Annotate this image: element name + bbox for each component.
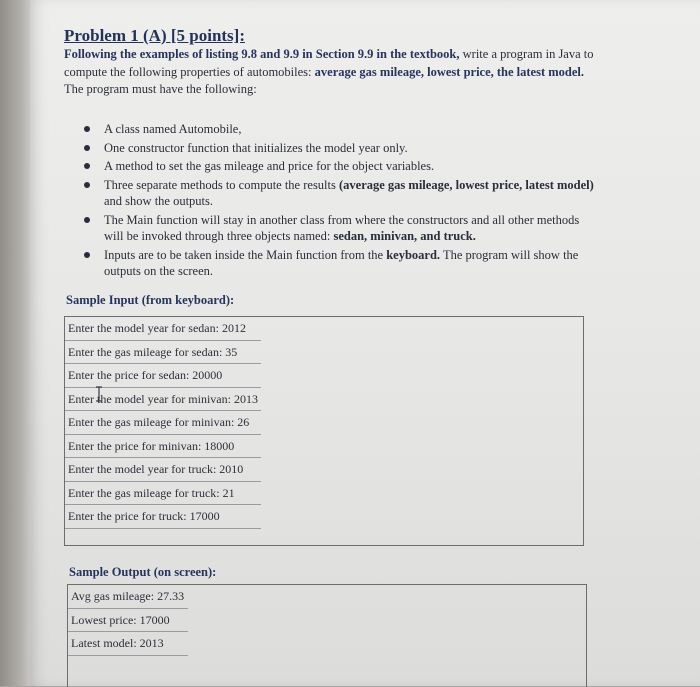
requirement-item [64, 212, 594, 245]
page-edge [0, 0, 30, 686]
sample-input-row: Enter the gas mileage for minivan: 26 [65, 411, 261, 435]
requirement-item [64, 158, 594, 175]
text-cursor-icon [95, 386, 103, 402]
problem-intro [64, 46, 604, 99]
intro-properties: average gas mileage, lowest price, the latest model. [314, 64, 585, 79]
bullet-icon [84, 217, 90, 223]
requirement-text: Inputs are to be taken inside the Main function from the [104, 247, 387, 262]
sample-input-row: Enter the gas mileage for sedan: 35 [65, 341, 261, 365]
sample-input-label: Sample Input (from keyboard): [66, 293, 235, 307]
requirement-emphasis: sedan, minivan, and truck. [333, 229, 476, 243]
sample-input-row: Enter the model year for minivan: 2013 [65, 388, 261, 412]
sample-input-row: Enter the price for truck: 17000 [65, 505, 261, 529]
sample-output-row: Lowest price: 17000 [68, 609, 188, 633]
bullet-icon [84, 163, 90, 169]
intro-body: write a program in Java to compute the following properties of automobiles: [64, 47, 594, 79]
requirement-emphasis: (average gas mileage, lowest price, latest model) [339, 177, 594, 192]
bullet-icon [84, 182, 90, 188]
sample-input-row: Enter the price for sedan: 20000 [65, 364, 261, 388]
intro-tail: The program must have the following: [64, 82, 257, 96]
requirement-item [64, 177, 594, 210]
intro-lead: Following the examples of listing 9.8 and 9.9 in Section 9.9 in the textbook, [64, 47, 460, 61]
sample-input-row: Enter the model year for truck: 2010 [65, 458, 261, 482]
requirement-text: and show the outputs. [104, 194, 214, 208]
sample-output-box [67, 584, 587, 687]
requirement-emphasis: keyboard. [386, 247, 441, 262]
problem-title: Problem 1 (A) [5 points]: [64, 26, 245, 45]
sample-input-row: Enter the price for minivan: 18000 [65, 435, 261, 459]
requirement-text: A method to set the gas mileage and price for the object variables. [104, 159, 435, 173]
bullet-icon [84, 145, 90, 151]
sample-input-row: Enter the gas mileage for truck: 21 [65, 482, 261, 506]
requirement-text: One constructor function that initializes the model year only. [104, 140, 408, 155]
requirement-item [64, 121, 594, 138]
sample-input-row: Enter the model year for sedan: 2012 [65, 317, 261, 341]
bullet-icon [84, 252, 90, 258]
requirements-list [64, 121, 594, 282]
requirement-text: The Main function will stay in another class from where the constructors and all other methods will be invoked through three objects named: [104, 212, 580, 243]
sample-output-row: Avg gas mileage: 27.33 [68, 585, 188, 609]
bullet-icon [84, 126, 90, 132]
requirement-item [64, 140, 594, 157]
requirement-text: The program will show the outputs on the screen. [104, 247, 579, 278]
sample-output-label: Sample Output (on screen): [69, 565, 217, 579]
requirement-item [64, 247, 594, 280]
requirement-text: A class named Automobile, [104, 122, 242, 136]
requirement-text: Three separate methods to compute the results [104, 177, 339, 192]
sample-output-row: Latest model: 2013 [68, 632, 188, 656]
sample-input-box [64, 316, 584, 546]
